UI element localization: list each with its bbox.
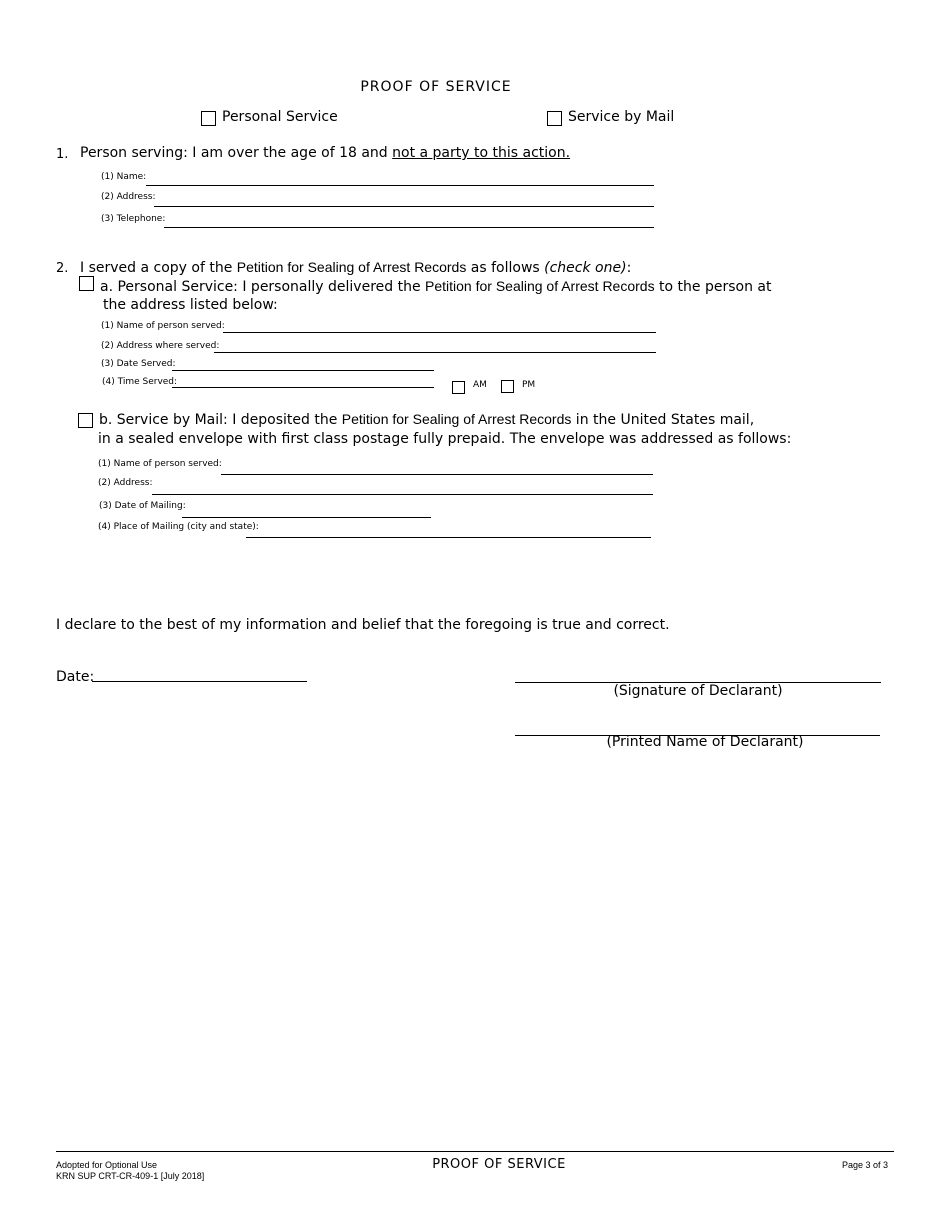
section-2a-line1-b: to the person at bbox=[654, 279, 772, 295]
declaration-text: I declare to the best of my information and belief that the foregoing is true and correct. bbox=[56, 617, 670, 633]
section-2-text-b: as follows bbox=[466, 260, 545, 276]
date-of-mailing-field[interactable] bbox=[182, 517, 431, 518]
date-field[interactable] bbox=[92, 681, 307, 682]
section-2a-line1 bbox=[100, 278, 771, 295]
section-2a-line2: the address listed below: bbox=[103, 297, 278, 313]
personal-service-option-checkbox[interactable] bbox=[79, 276, 94, 291]
mail-person-name-field[interactable] bbox=[221, 474, 653, 475]
section-2-number: 2. bbox=[56, 261, 69, 276]
person-served-name-field[interactable] bbox=[223, 332, 656, 333]
pm-label: PM bbox=[522, 380, 536, 390]
am-label: AM bbox=[473, 380, 487, 390]
footer-form-number: KRN SUP CRT-CR-409-1 [July 2018] bbox=[56, 1171, 205, 1181]
address-served-label: (2) Address where served: bbox=[101, 341, 220, 351]
service-by-mail-option-checkbox[interactable] bbox=[78, 413, 93, 428]
time-served-field[interactable] bbox=[172, 387, 434, 388]
server-address-field[interactable] bbox=[154, 206, 654, 207]
section-2b-line1 bbox=[99, 411, 754, 428]
section-2-text bbox=[80, 259, 631, 276]
section-1-text-b: not a party to this action. bbox=[392, 145, 571, 161]
section-2a-doc-name: Petition for Sealing of Arrest Records bbox=[425, 278, 655, 294]
server-name-field[interactable] bbox=[146, 185, 654, 186]
section-2b-line2: in a sealed envelope with first class postage fully prepaid. The envelope was addressed as follows: bbox=[98, 431, 792, 447]
section-1-text bbox=[80, 145, 570, 161]
date-served-label: (3) Date Served: bbox=[101, 359, 176, 369]
personal-service-label: Personal Service bbox=[222, 109, 338, 125]
place-of-mailing-label: (4) Place of Mailing (city and state): bbox=[98, 522, 259, 532]
am-checkbox[interactable] bbox=[452, 381, 465, 394]
personal-service-checkbox[interactable] bbox=[201, 111, 216, 126]
date-of-mailing-label: (3) Date of Mailing: bbox=[99, 501, 186, 511]
page-title: PROOF OF SERVICE bbox=[360, 79, 512, 95]
printed-name-label: (Printed Name of Declarant) bbox=[606, 734, 804, 750]
section-1-number: 1. bbox=[56, 147, 69, 162]
place-of-mailing-field[interactable] bbox=[246, 537, 651, 538]
time-served-label: (4) Time Served: bbox=[102, 377, 178, 387]
section-2-text-a: I served a copy of the bbox=[80, 260, 237, 276]
server-name-label: (1) Name: bbox=[101, 172, 147, 182]
date-served-field[interactable] bbox=[172, 370, 434, 371]
section-2b-line1-b: in the United States mail, bbox=[571, 412, 755, 428]
section-2-doc-name: Petition for Sealing of Arrest Records bbox=[236, 259, 467, 275]
section-1-text-a: Person serving: I am over the age of 18 and bbox=[80, 145, 393, 161]
service-by-mail-checkbox[interactable] bbox=[547, 111, 562, 126]
address-served-field[interactable] bbox=[214, 352, 656, 353]
mail-address-label: (2) Address: bbox=[98, 478, 153, 488]
section-2b-doc-name: Petition for Sealing of Arrest Records bbox=[341, 411, 572, 427]
mail-address-field[interactable] bbox=[152, 494, 653, 495]
footer-page-number: Page 3 of 3 bbox=[842, 1160, 889, 1170]
section-2b-line1-a: b. Service by Mail: I deposited the bbox=[99, 412, 342, 428]
mail-person-name-label: (1) Name of person served: bbox=[98, 459, 222, 469]
date-label: Date: bbox=[56, 669, 95, 685]
server-telephone-label: (3) Telephone: bbox=[101, 214, 166, 224]
section-2-colon: : bbox=[626, 260, 632, 276]
footer-rule bbox=[56, 1151, 894, 1152]
signature-label: (Signature of Declarant) bbox=[613, 683, 783, 699]
person-served-name-label: (1) Name of person served: bbox=[101, 321, 225, 331]
section-2-check-one: (check one) bbox=[544, 260, 627, 276]
footer-adopted: Adopted for Optional Use bbox=[56, 1160, 158, 1170]
pm-checkbox[interactable] bbox=[501, 380, 514, 393]
section-2a-line1-a: a. Personal Service: I personally delivered the bbox=[100, 279, 426, 295]
server-address-label: (2) Address: bbox=[101, 192, 156, 202]
server-telephone-field[interactable] bbox=[164, 227, 654, 228]
footer-title: PROOF OF SERVICE bbox=[432, 1157, 566, 1172]
service-by-mail-label: Service by Mail bbox=[568, 109, 675, 125]
